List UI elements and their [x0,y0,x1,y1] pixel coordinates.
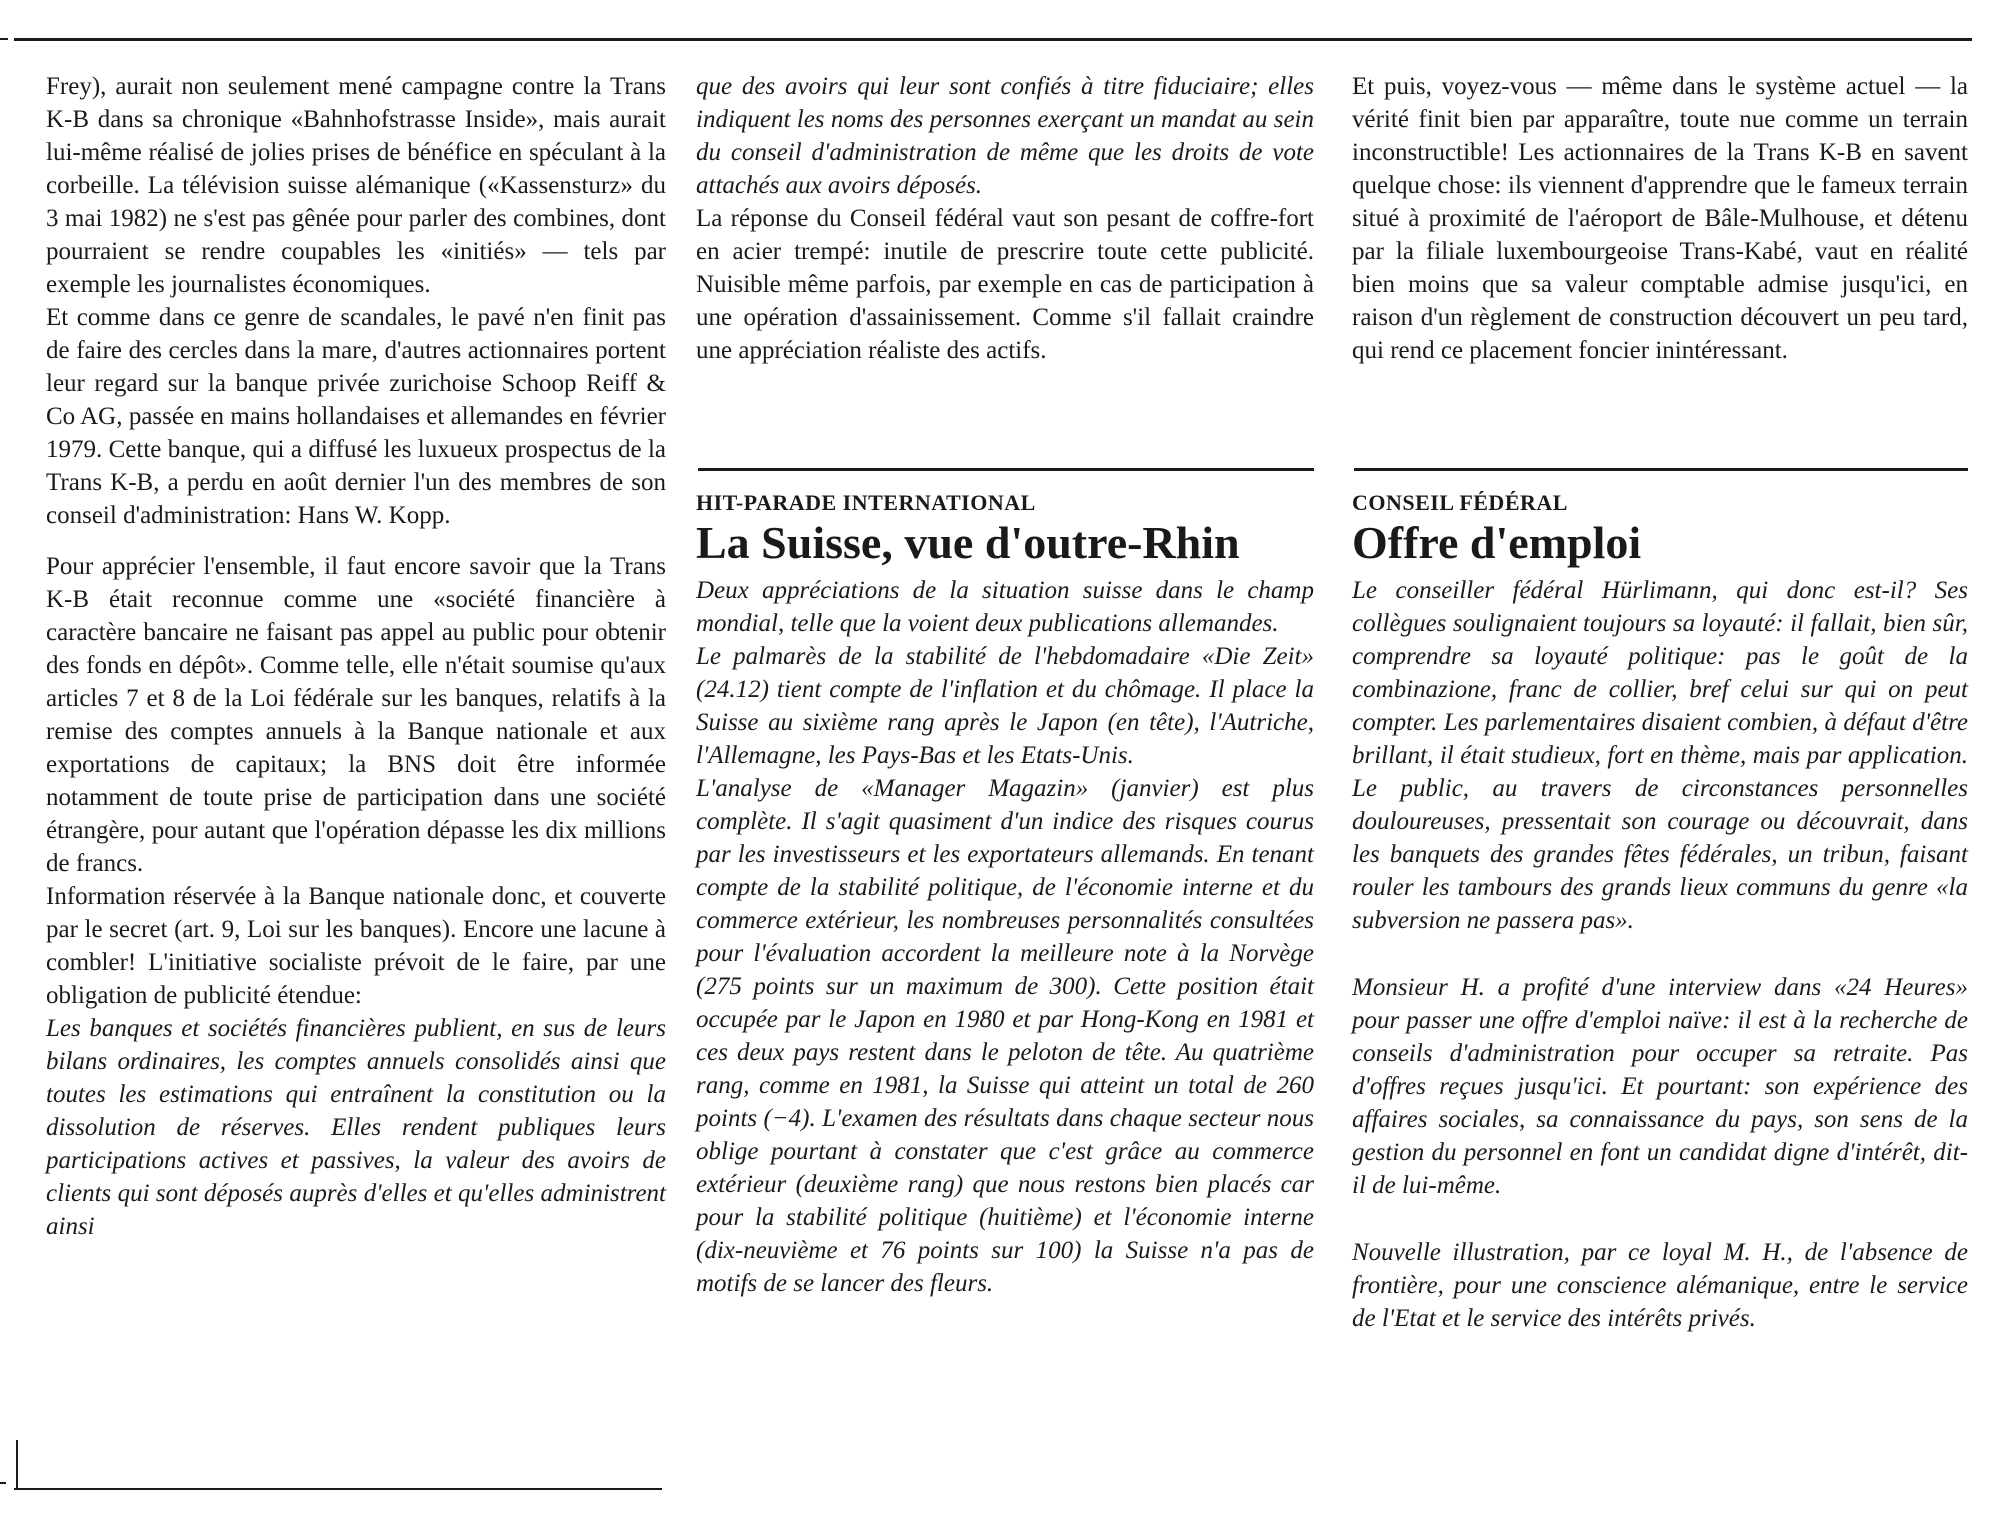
article-hit-parade-kicker: HIT-PARADE INTERNATIONAL [696,490,1036,515]
left-paragraph-4: Information réservée à la Banque nationale donc, et couverte par le secret (art. 9, Loi sur les banques). Encore une lacune à combler! L'initiative socialiste prévoit de le faire, par une obligation de publicité étendue: [46,883,666,1009]
left-paragraph-2: Et comme dans ce genre de scandales, le pavé n'en finit pas de faire des cercles dans la mare, d'autres actionnaires portent leur regard sur la banque privée zurichoise Schoop Reiff & Co AG, passée en mains hollandaises et allemandes en février 1979. Cette banque, qui a diffusé les luxueux prospectus de la Trans K-B, a perdu en août dernier l'un des membres de son conseil d'administration: Hans W. Kopp. [46,304,666,529]
right-section-rule [1354,468,1968,471]
top-left-tick [0,38,8,40]
article-offre-emploi-kicker: CONSEIL FÉDÉRAL [1352,490,1568,515]
left-column [46,70,666,1243]
middle-paragraph-1-quote: que des avoirs qui leur sont confiés à titre fiduciaire; elles indiquent les noms des personnes exerçant un mandat au sein du conseil d'administration de même que les droits de vote attachés aux avoirs déposés. [696,73,1314,199]
left-paragraph-5-quote: Les banques et sociétés financières publient, en sus de leurs bilans ordinaires, les comptes annuels consolidés ainsi que toutes les estimations qui entraînent la constitution ou la dissolution de réserves. Elles rendent publiques leurs participations actives et passives, la valeur des avoirs de clients qui sont déposés auprès d'elles et qu'elles administrent ainsi [46,1015,666,1240]
hit-parade-paragraph-1: Deux appréciations de la situation suisse dans le champ mondial, telle que la voient deux publications allemandes. [696,577,1314,637]
offre-paragraph-2: Monsieur H. a profité d'une interview dans «24 Heures» pour passer une offre d'emploi naïve: il est à la recherche de conseils d'administration pour occuper sa retraite. Pas d'offres reçues jusqu'ici. Et pourtant: son expérience des affaires sociales, sa connaissance du pays, son sens de la gestion du personnel en font un candidat digne d'intérêt, dit-il de lui-même. [1352,974,1968,1199]
article-hit-parade [696,490,1314,1300]
article-offre-emploi [1352,490,1968,1335]
bottom-left-tick [0,1482,6,1484]
article-offre-emploi-headline: Offre d'emploi [1352,517,1642,568]
middle-section-rule [698,468,1314,471]
article-hit-parade-headline: La Suisse, vue d'outre-Rhin [696,517,1240,568]
top-rule [14,38,1972,41]
hit-parade-paragraph-2: Le palmarès de la stabilité de l'hebdomadaire «Die Zeit» (24.12) tient compte de l'inflation et du chômage. Il place la Suisse au sixième rang après le Japon (en tête), l'Autriche, l'Allemagne, les Pays-Bas et les Etats-Unis. [696,643,1314,769]
left-margin-line [16,1440,18,1488]
right-column [1352,70,1968,367]
offre-paragraph-3: Nouvelle illustration, par ce loyal M. H., de l'absence de frontière, pour une conscience alémanique, entre le service de l'Etat et le service des intérêts privés. [1352,1239,1968,1332]
bottom-rule-left [14,1488,662,1490]
hit-parade-paragraph-3: L'analyse de «Manager Magazin» (janvier) est plus complète. Il s'agit quasiment d'un indice des risques courus par les investisseurs et les exportateurs allemands. En tenant compte de la stabilité politique, de l'économie interne et du commerce extérieur, les nombreuses personnalités consultées pour l'évaluation accordent la meilleure note à la Norvège (275 points sur un maximum de 300). Cette position était occupée par le Japon en 1980 et par Hong-Kong en 1981 et ces deux pays restent dans le peloton de tête. Au quatrième rang, comme en 1981, la Suisse qui atteint un total de 260 points (−4). L'examen des résultats dans chaque secteur nous oblige pourtant à constater que c'est grâce au commerce extérieur (deuxième rang) que nous restons bien placés car pour la stabilité politique (huitième) et l'économie interne (dix-neuvième et 76 points sur 100) la Suisse n'a pas de motifs de se lancer des fleurs. [696,775,1314,1297]
middle-column [696,70,1314,367]
left-paragraph-3: Pour apprécier l'ensemble, il faut encore savoir que la Trans K-B était reconnue comme une «société financière à caractère bancaire ne faisant pas appel au public pour obtenir des fonds en dépôt». Comme telle, elle n'était soumise qu'aux articles 7 et 8 de la Loi fédérale sur les banques, relatifs à la remise des comptes annuels à la Banque nationale et aux exportations de capitaux; la BNS doit être informée notamment de toute prise de participation dans une société étrangère, pour autant que l'opération dépasse les dix millions de francs. [46,553,666,877]
left-paragraph-1: Frey), aurait non seulement mené campagne contre la Trans K-B dans sa chronique «Bahnhofstrasse Inside», mais aurait lui-même réalisé de jolies prises de bénéfice en spéculant à la corbeille. La télévision suisse alémanique («Kassensturz» du 3 mai 1982) ne s'est pas gênée pour parler des combines, dont pourraient se rendre coupables les «initiés» — tels par exemple les journalistes économiques. [46,73,666,298]
right-paragraph-1: Et puis, voyez-vous — même dans le système actuel — la vérité finit bien par apparaître, toute nue comme un terrain inconstructible! Les actionnaires de la Trans K-B en savent quelque chose: ils viennent d'apprendre que le fameux terrain situé à proximité de l'aéroport de Bâle-Mulhouse, et détenu par la filiale luxembourgeoise Trans-Kabé, vaut en réalité bien moins que sa valeur comptable admise jusqu'ici, en raison d'un règlement de construction découvert un peu tard, qui rend ce placement foncier inintéressant. [1352,73,1968,364]
offre-paragraph-1: Le conseiller fédéral Hürlimann, qui donc est-il? Ses collègues soulignaient toujours sa loyauté: il fallait, bien sûr, comprendre sa loyauté politique: pas le goût de la combinazione, franc de collier, bref celui sur qui on peut compter. Les parlementaires disaient combien, à défaut d'être brillant, il était studieux, fort en thème, mais par application. Le public, au travers de circonstances personnelles douloureuses, pressentait son courage ou découvrait, dans les banquets des grandes fêtes fédérales, un tribun, faisant rouler les tambours des grands lieux communs du genre «la subversion ne passera pas». [1352,577,1968,934]
middle-paragraph-2: La réponse du Conseil fédéral vaut son pesant de coffre-fort en acier trempé: inutile de prescrire toute cette publicité. Nuisible même parfois, par exemple en cas de participation à une opération d'assainissement. Comme s'il fallait craindre une appréciation réaliste des actifs. [696,205,1314,364]
